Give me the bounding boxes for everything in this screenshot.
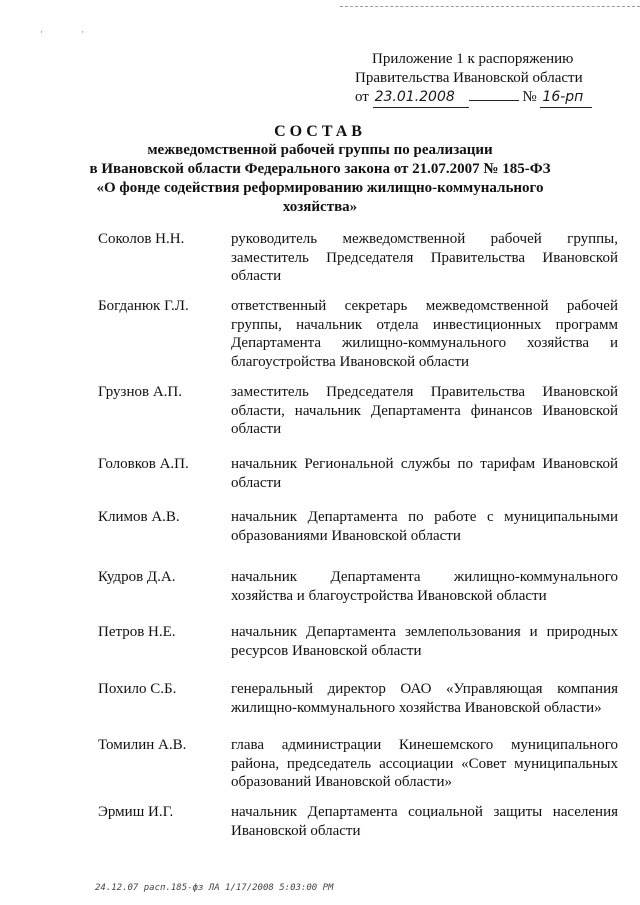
member-role: генеральный директор ОАО «Управляющая компания жилищно-коммунального хозяйства Ивановской области» xyxy=(231,681,618,716)
title-line-2: в Ивановской области Федерального закона от 21.07.2007 № 185-ФЗ xyxy=(89,161,551,177)
member-role: заместитель Председателя Правительства Ивановской области, начальник Департамента финансов Ивановской области xyxy=(231,384,618,437)
member-name: Томилин А.В. xyxy=(98,737,187,753)
from-label: от xyxy=(355,89,369,105)
member-role: начальник Департамента по работе с муниципальными образованиями Ивановской области xyxy=(231,509,618,544)
scan-artifact-dots: · · xyxy=(40,27,103,37)
top-scan-rule xyxy=(340,6,640,7)
title-line-3: «О фонде содействия реформированию жилищно-коммунального xyxy=(96,180,544,196)
member-role: начальник Департамента землепользования и природных ресурсов Ивановской области xyxy=(231,624,618,659)
date-underline xyxy=(469,88,519,101)
appendix-line-2: Правительства Ивановской области xyxy=(355,70,583,86)
appendix-line-1: Приложение 1 к распоряжению xyxy=(372,51,574,67)
handwritten-date: 23.01.2008 xyxy=(373,88,469,108)
title-line-1: межведомственной рабочей группы по реализации xyxy=(147,142,493,158)
member-role: ответственный секретарь межведомственной рабочей группы, начальник отдела инвестиционных программ Департамента жилищно-коммунального хозяйства и благоустройства Ивановской области xyxy=(231,298,618,370)
member-name: Петров Н.Е. xyxy=(98,624,176,640)
member-name: Похило С.Б. xyxy=(98,681,177,697)
member-name: Кудров Д.А. xyxy=(98,569,176,585)
member-role: руководитель межведомственной рабочей группы, заместитель Председателя Правительства Ивановской области xyxy=(231,231,618,284)
member-role: начальник Департамента жилищно-коммунального хозяйства и благоустройства Ивановской области xyxy=(231,569,618,604)
member-name: Грузнов А.П. xyxy=(98,384,182,400)
footer-file-stamp: 24.12.07 расп.185-фз ЛА 1/17/2008 5:03:00 PM xyxy=(95,883,334,893)
member-name: Головков А.П. xyxy=(98,456,189,472)
member-role: начальник Департамента социальной защиты населения Ивановской области xyxy=(231,804,618,839)
document-title: СОСТАВ xyxy=(274,123,366,140)
member-role: глава администрации Кинешемского муниципального района, председатель ассоциации «Совет муниципальных образований Ивановской области» xyxy=(231,737,618,790)
member-name: Богданюк Г.Л. xyxy=(98,298,189,314)
member-name: Соколов Н.Н. xyxy=(98,231,185,247)
member-name: Эрмиш И.Г. xyxy=(98,804,174,820)
document-title-block xyxy=(60,122,580,217)
number-sign: № xyxy=(522,89,537,105)
title-line-4: хозяйства» xyxy=(282,199,358,215)
member-role: начальник Региональной службы по тарифам Ивановской области xyxy=(231,456,618,491)
appendix-header xyxy=(355,50,625,108)
member-name: Климов А.В. xyxy=(98,509,180,525)
order-date-number-line xyxy=(355,88,625,108)
handwritten-number: 16-рп xyxy=(540,88,592,108)
